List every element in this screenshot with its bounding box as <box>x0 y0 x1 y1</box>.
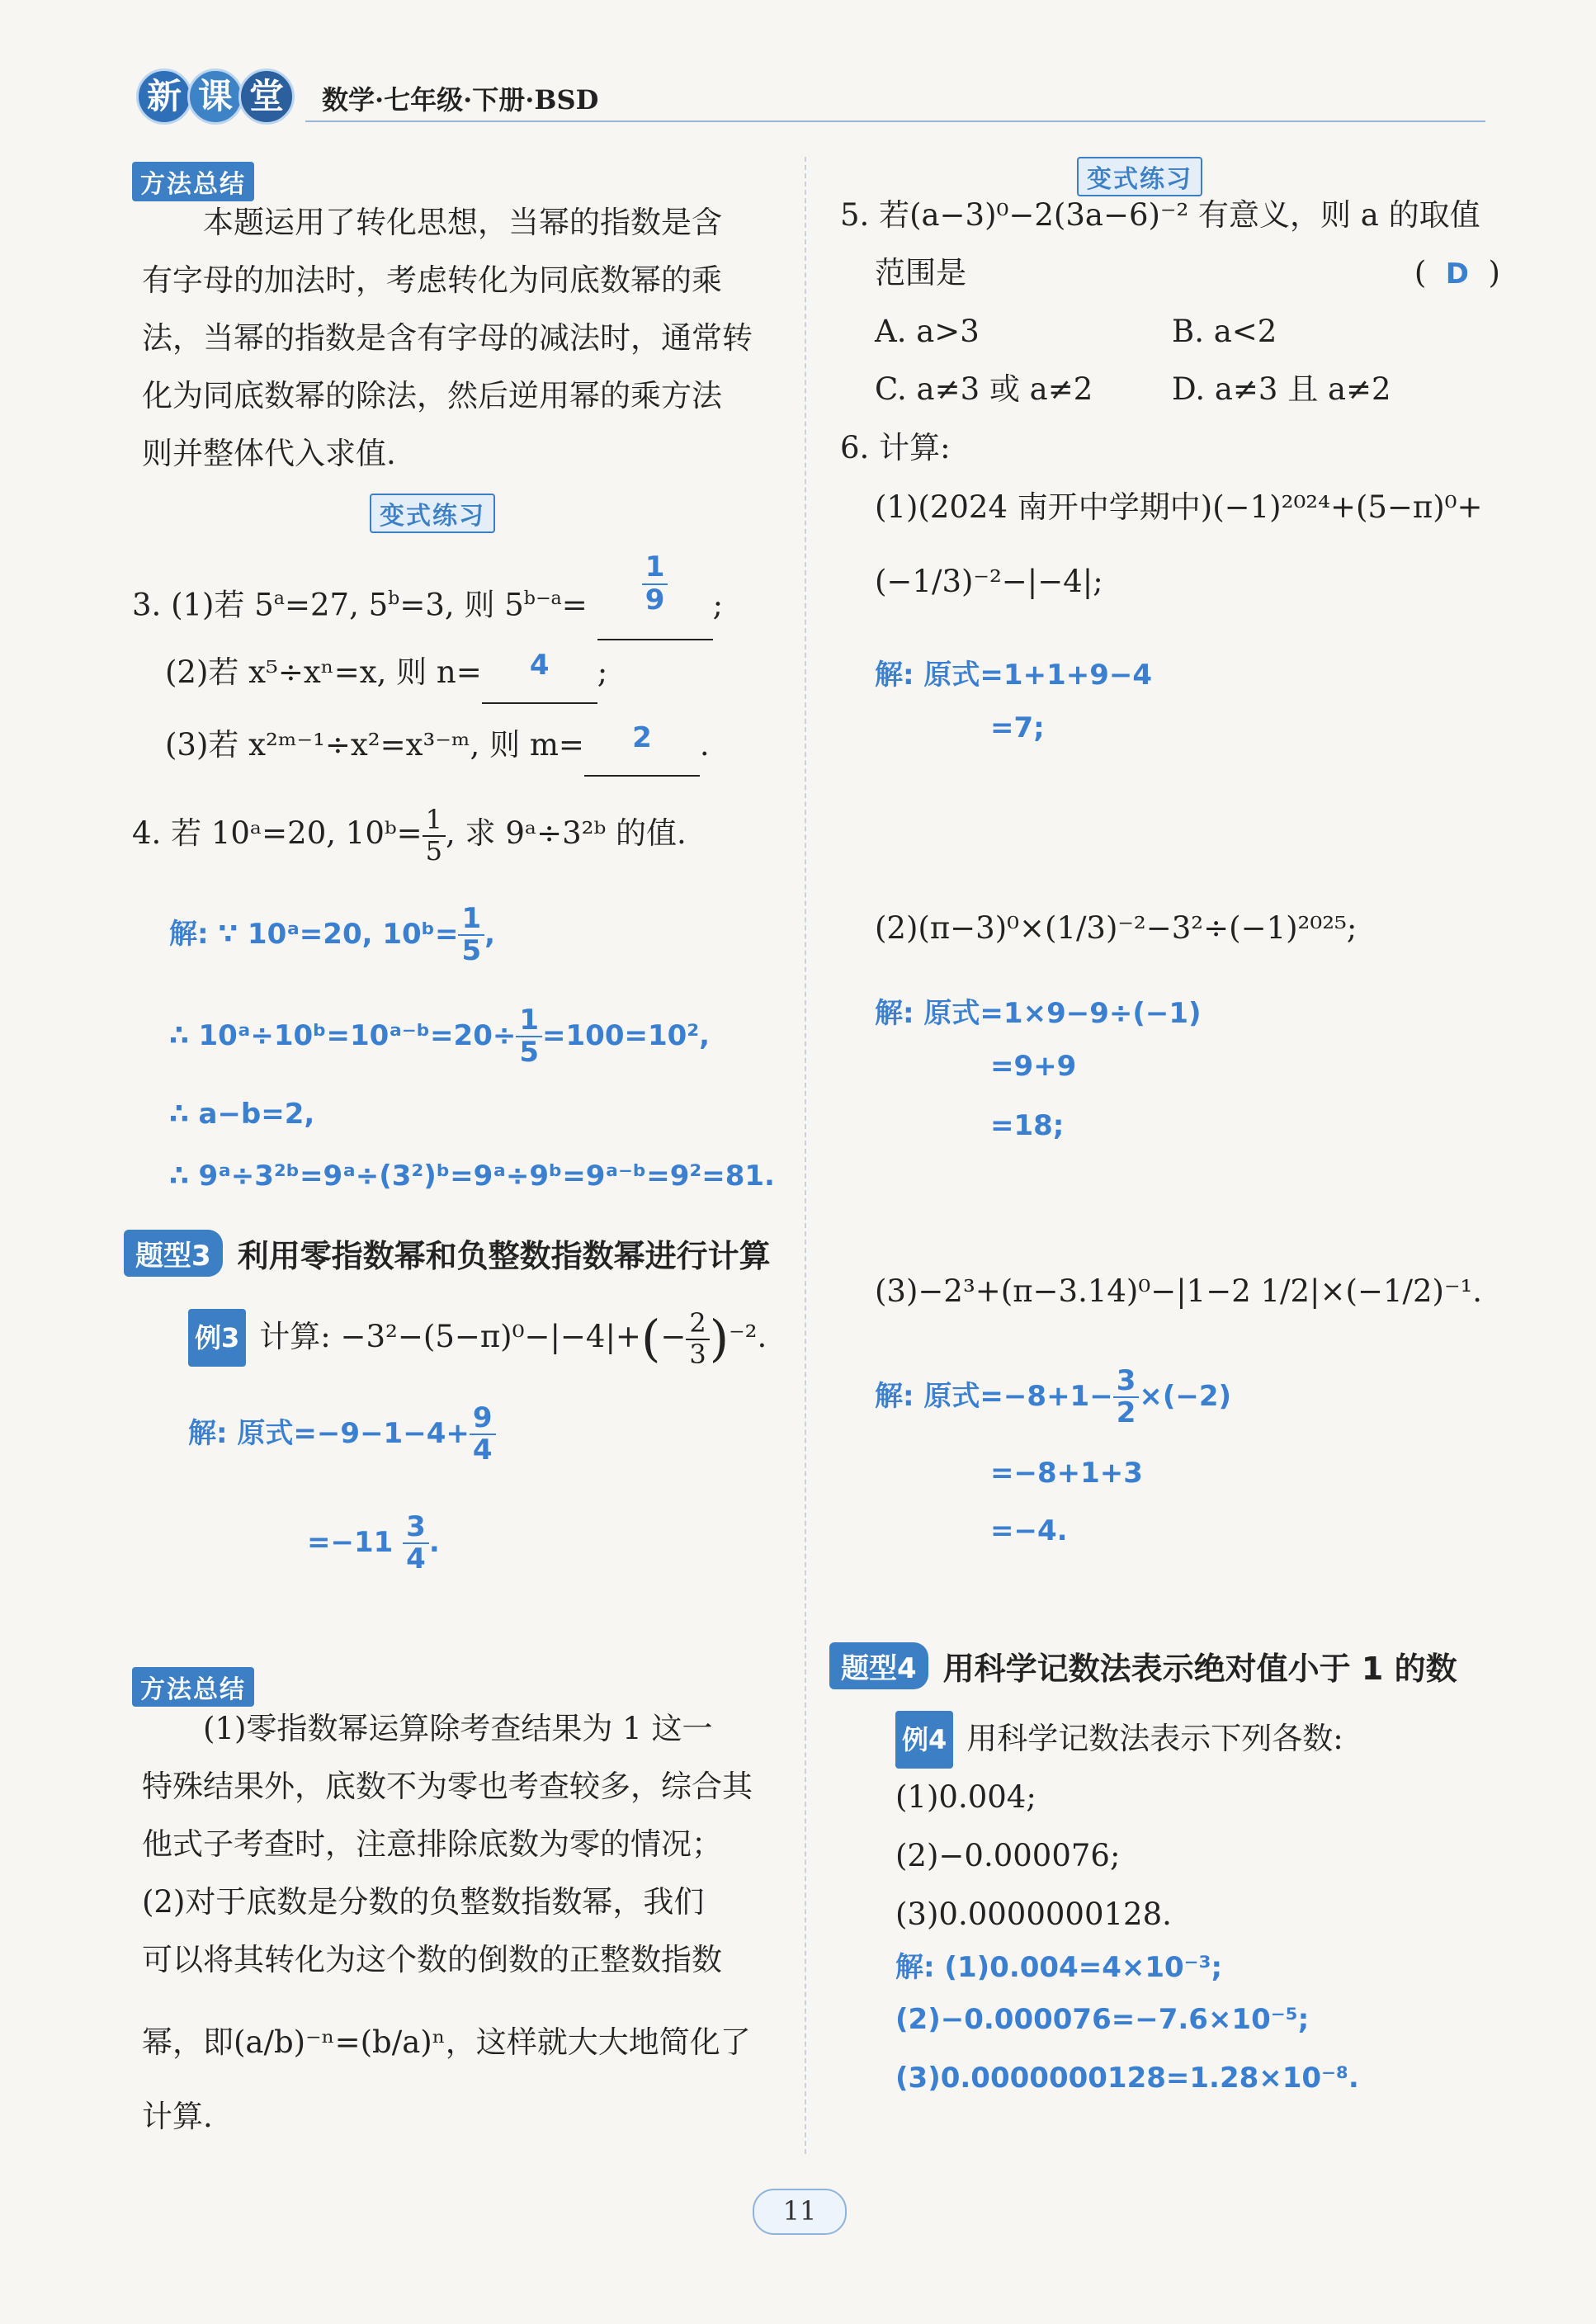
question-6-1 <box>875 479 1502 611</box>
q5-text: 5. 若(a−3)⁰−2(3a−6)⁻² 有意义，则 a 的取值 <box>840 197 1480 233</box>
question-type-4-header <box>829 1642 1457 1689</box>
column-divider <box>805 157 806 2154</box>
q4-end: , 求 9ᵃ÷3²ᵇ 的值. <box>446 815 687 851</box>
q6-3-solution-1 <box>875 1366 1231 1429</box>
ex4-solution-3: (3)0.0000000128=1.28×10⁻⁸. <box>895 2062 1359 2095</box>
type-4-title: 用科学记数法表示绝对值小于 1 的数 <box>942 1651 1457 1687</box>
q6-2-solution-1: 解: 原式=1×9−9÷(−1) <box>875 997 1202 1030</box>
type-4-badge: 题型4 <box>829 1642 928 1689</box>
q6-1-text-2: (−1/3)⁻²−|−4|; <box>875 564 1103 599</box>
book-title: 数学·七年级·下册·BSD <box>322 84 599 116</box>
q6-3-sol1-end: ×(−2) <box>1139 1379 1232 1413</box>
type-3-badge: 题型3 <box>124 1230 223 1277</box>
logo-char-1: 新 <box>136 68 192 125</box>
example-4-badge: 例4 <box>895 1711 953 1769</box>
question-4 <box>132 805 687 866</box>
q6-1-solution-1: 解: 原式=1+1+9−4 <box>875 659 1153 692</box>
method2-formula-line: 幂，即(a/b)⁻ⁿ=(b/a)ⁿ，这样就大大地简化了 <box>142 2024 751 2060</box>
ex3-sol1-frac: $\frac{9}{4}$ <box>470 1403 496 1467</box>
question-3-3: (3)若 x²ᵐ⁻¹÷x²=x³⁻ᵐ, 则 m= 2 . <box>165 716 710 777</box>
ex3-text: 计算: −3²−(5−π)⁰−|−4|+ <box>259 1319 641 1354</box>
question-3-2: (2)若 x⁵÷xⁿ=x, 则 n= 4 ; <box>165 644 607 704</box>
q4-text: 4. 若 10ᵃ=20, 10ᵇ= <box>132 815 423 851</box>
variant-practice-left <box>370 494 495 533</box>
example-3: 例3 计算: −3²−(5−π)⁰−|−4|+(− $\frac{2}{3}$ )⁻². <box>188 1308 767 1369</box>
q5-option-b: B. a<2 <box>1172 314 1277 349</box>
q6-1-text: (1)(2024 南开中学期中)(−1)²⁰²⁴+(5−π)⁰+ <box>875 489 1483 525</box>
method2-line-4: (2)对于底数是分数的负整数指数幂，我们 <box>142 1884 705 1920</box>
ex3-frac: $\frac{2}{3}$ <box>686 1309 709 1368</box>
question-5 <box>840 187 1500 418</box>
method2-line-1: (1)零指数幂运算除考查结果为 1 这一 <box>203 1711 713 1746</box>
q6-2-solution-2: =9+9 <box>990 1050 1077 1083</box>
q6-3-solution-2: =−8+1+3 <box>990 1457 1143 1490</box>
ex3-solution-2: =−11 $\frac{3}{4}$ . <box>307 1510 440 1576</box>
q4-sol1-frac: $\frac{1}{5}$ <box>458 904 484 967</box>
type-3-title: 利用零指数幂和负整数指数幂进行计算 <box>237 1238 771 1274</box>
q3-1-mid2: =3, 则 5 <box>399 587 524 623</box>
variant-tag-right: 变式练习 <box>1077 157 1202 196</box>
ex3-sol1-text: 解: 原式=−9−1−4+ <box>188 1416 470 1450</box>
logo-char-3: 堂 <box>238 68 295 125</box>
example-3-badge: 例3 <box>188 1309 246 1367</box>
q6-3-sol1-text: 解: 原式=−8+1− <box>875 1379 1113 1413</box>
q4-sol2-frac: $\frac{1}{5}$ <box>516 1005 542 1069</box>
q3-2-answer-blank <box>482 644 597 704</box>
method1-line-1: 本题运用了转化思想，当幂的指数是含 <box>203 205 722 240</box>
header-rule <box>305 120 1485 122</box>
ex4-item-2: (2)−0.000076; <box>895 1838 1121 1873</box>
ex4-text: 用科学记数法表示下列各数: <box>966 1721 1343 1756</box>
q5-options-row-2 <box>840 361 1500 418</box>
q5-range-label: 范围是 <box>875 255 966 290</box>
ex3-solution-1 <box>188 1403 496 1467</box>
q6-1-solution-2: =7; <box>990 711 1045 744</box>
ex3-sol2-text: =−11 <box>307 1525 394 1559</box>
ex4-item-1: (1)0.004; <box>895 1779 1036 1815</box>
method-summary-tag: 方法总结 <box>132 162 254 201</box>
question-3-1: 3. (1)若 $5^a=27$, $5^b=3$, 则 $5^{b-a}=$ $\frac{1}{9}$ ; <box>132 569 792 640</box>
ex3-sol2-frac: $\frac{3}{4}$ <box>403 1512 429 1575</box>
method-summary-2-body <box>142 1700 777 2146</box>
q4-sol1-text: 解: ∵ 10ᵃ=20, 10ᵇ= <box>169 917 459 951</box>
q3-1-mid: =27, 5 <box>285 587 389 623</box>
q4-solution-3: ∴ a−b=2, <box>169 1098 315 1131</box>
method2-line-5: 可以将其转化为这个数的倒数的正整数指数 <box>142 1942 722 1977</box>
q5-answer: D <box>1445 257 1470 290</box>
method-summary-1-body <box>142 194 777 483</box>
q5-option-d: D. a≠3 且 a≠2 <box>1172 371 1391 407</box>
method-summary-2-tag: 方法总结 <box>132 1667 254 1707</box>
q6-3-sol1-frac: $\frac{3}{2}$ <box>1113 1366 1140 1429</box>
q3-3-text: (3)若 x²ᵐ⁻¹÷x²=x³⁻ᵐ, 则 m= <box>165 727 584 763</box>
page-number: 11 <box>753 2189 847 2235</box>
ex4-solution-2: (2)−0.000076=−7.6×10⁻⁵; <box>895 2003 1310 2036</box>
q5-options-row-1 <box>840 303 1500 361</box>
ex4-item-3: (3)0.0000000128. <box>895 1897 1172 1932</box>
q5-option-c: C. a≠3 或 a≠2 <box>875 371 1093 407</box>
method2-line-last: 计算. <box>142 2099 213 2134</box>
q3-2-answer: 4 <box>529 649 550 682</box>
q4-sol2-text: ∴ 10ᵃ÷10ᵇ=10ᵃ⁻ᵇ=20÷ <box>169 1018 517 1052</box>
question-type-3-header <box>124 1230 771 1277</box>
q4-solution-1: 解: ∵ 10ᵃ=20, 10ᵇ= $\frac{1}{5}$ , <box>169 902 496 968</box>
method2-line-3: 他式子考查时，注意排除底数为零的情况； <box>142 1826 722 1862</box>
ex3-end: ⁻². <box>729 1319 767 1354</box>
series-logo <box>136 68 290 125</box>
q3-1-prefix: 3. (1)若 5 <box>132 587 274 623</box>
q3-1-answer-blank <box>597 550 713 640</box>
q5-answer-bracket: ( D ) <box>1414 255 1500 290</box>
q3-3-answer-blank <box>584 716 700 777</box>
q6-3-solution-3: =−4. <box>990 1514 1068 1547</box>
example-4 <box>895 1710 1343 1769</box>
ex4-solution-1: 解: (1)0.004=4×10⁻³; <box>895 1951 1223 1984</box>
variant-tag-left: 变式练习 <box>370 494 495 533</box>
method1-line-3: 法，当幂的指数是含有字母的减法时，通常转 <box>142 320 753 356</box>
q3-1-answer: $\frac{1}{9}$ <box>642 552 668 616</box>
method1-line-2: 有字母的加法时，考虑转化为同底数幂的乘 <box>142 262 722 298</box>
q3-2-text: (2)若 x⁵÷xⁿ=x, 则 n= <box>165 654 482 690</box>
logo-char-2: 课 <box>187 68 243 125</box>
q3-1-end: = <box>561 587 588 623</box>
question-6: 6. 计算: <box>840 430 951 465</box>
method2-line-2: 特殊结果外，底数不为零也考查较多，综合其 <box>142 1769 753 1804</box>
method1-line-4: 化为同底数幂的除法，然后逆用幂的乘方法 <box>142 378 722 413</box>
q4-sol2-end: =100=10², <box>542 1018 711 1052</box>
q5-option-a: A. a>3 <box>875 314 980 349</box>
question-6-3: (3)−2³+(π−3.14)⁰−|1−2 1/2|×(−1/2)⁻¹. <box>875 1273 1483 1309</box>
q4-solution-2 <box>169 1005 710 1069</box>
q4-solution-4: ∴ 9ᵃ÷3²ᵇ=9ᵃ÷(3²)ᵇ=9ᵃ÷9ᵇ=9ᵃ⁻ᵇ=9²=81. <box>169 1160 775 1193</box>
q3-3-answer: 2 <box>632 721 652 754</box>
q6-2-solution-3: =18; <box>990 1109 1065 1142</box>
q4-fraction: $\frac{1}{5}$ <box>423 805 446 865</box>
question-6-2: (2)(π−3)⁰×(1/3)⁻²−3²÷(−1)²⁰²⁵; <box>875 910 1358 946</box>
q5-line-2 <box>840 244 1500 303</box>
method1-line-5: 则并整体代入求值. <box>142 436 396 471</box>
